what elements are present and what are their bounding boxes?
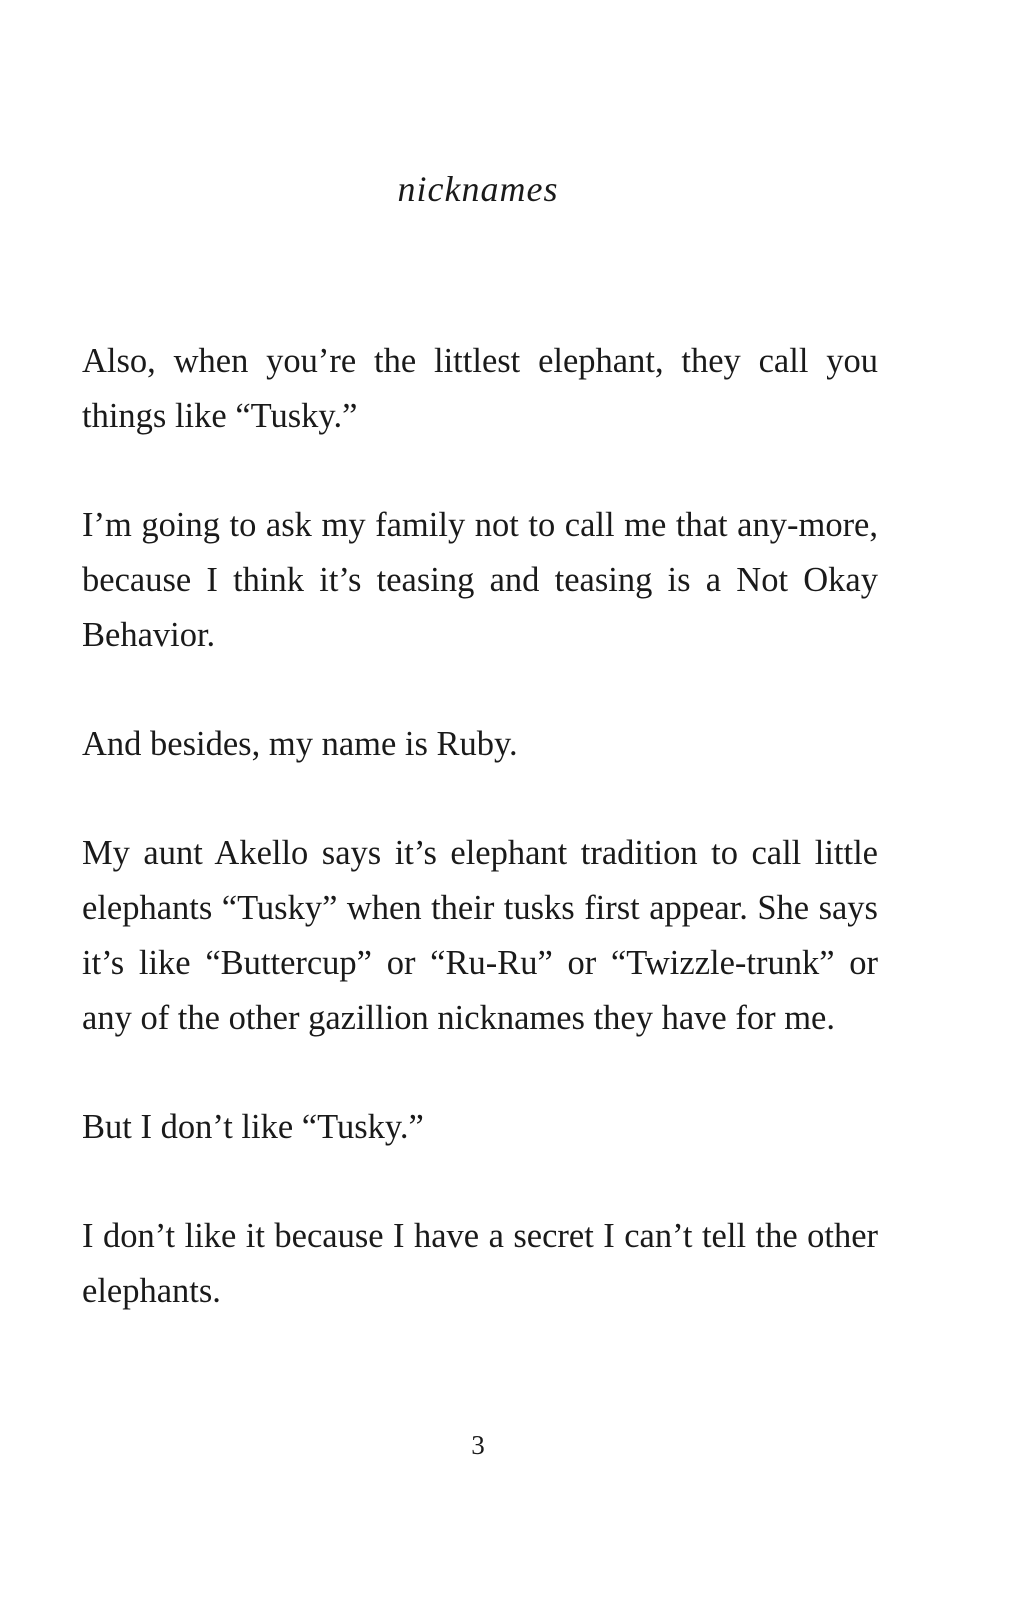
paragraph-1: Also, when you’re the littlest elephant, they call you things like “Tusky.” [82, 342, 878, 435]
paragraph-5: But I don’t like “Tusky.” [82, 1108, 424, 1146]
chapter-title: nicknames [397, 169, 559, 209]
page-number: 3 [471, 1430, 485, 1460]
body-text [82, 334, 878, 1319]
paragraph-6: I don’t like it because I have a secret I can’t tell the other elephants. [82, 1217, 878, 1310]
paragraph-4: My aunt Akello says it’s elephant tradition to call little elephants “Tusky” when their tusks first appear. She says it’s like “Buttercup” or “Ru-Ru” or “Twizzle-trunk” or any of the other gazillion nicknames they have for me. [82, 834, 878, 1037]
paragraph-3: And besides, my name is Ruby. [82, 725, 518, 763]
paragraph-2: I’m going to ask my family not to call me that any-more, because I think it’s teasing and teasing is a Not Okay Behavior. [82, 506, 878, 654]
